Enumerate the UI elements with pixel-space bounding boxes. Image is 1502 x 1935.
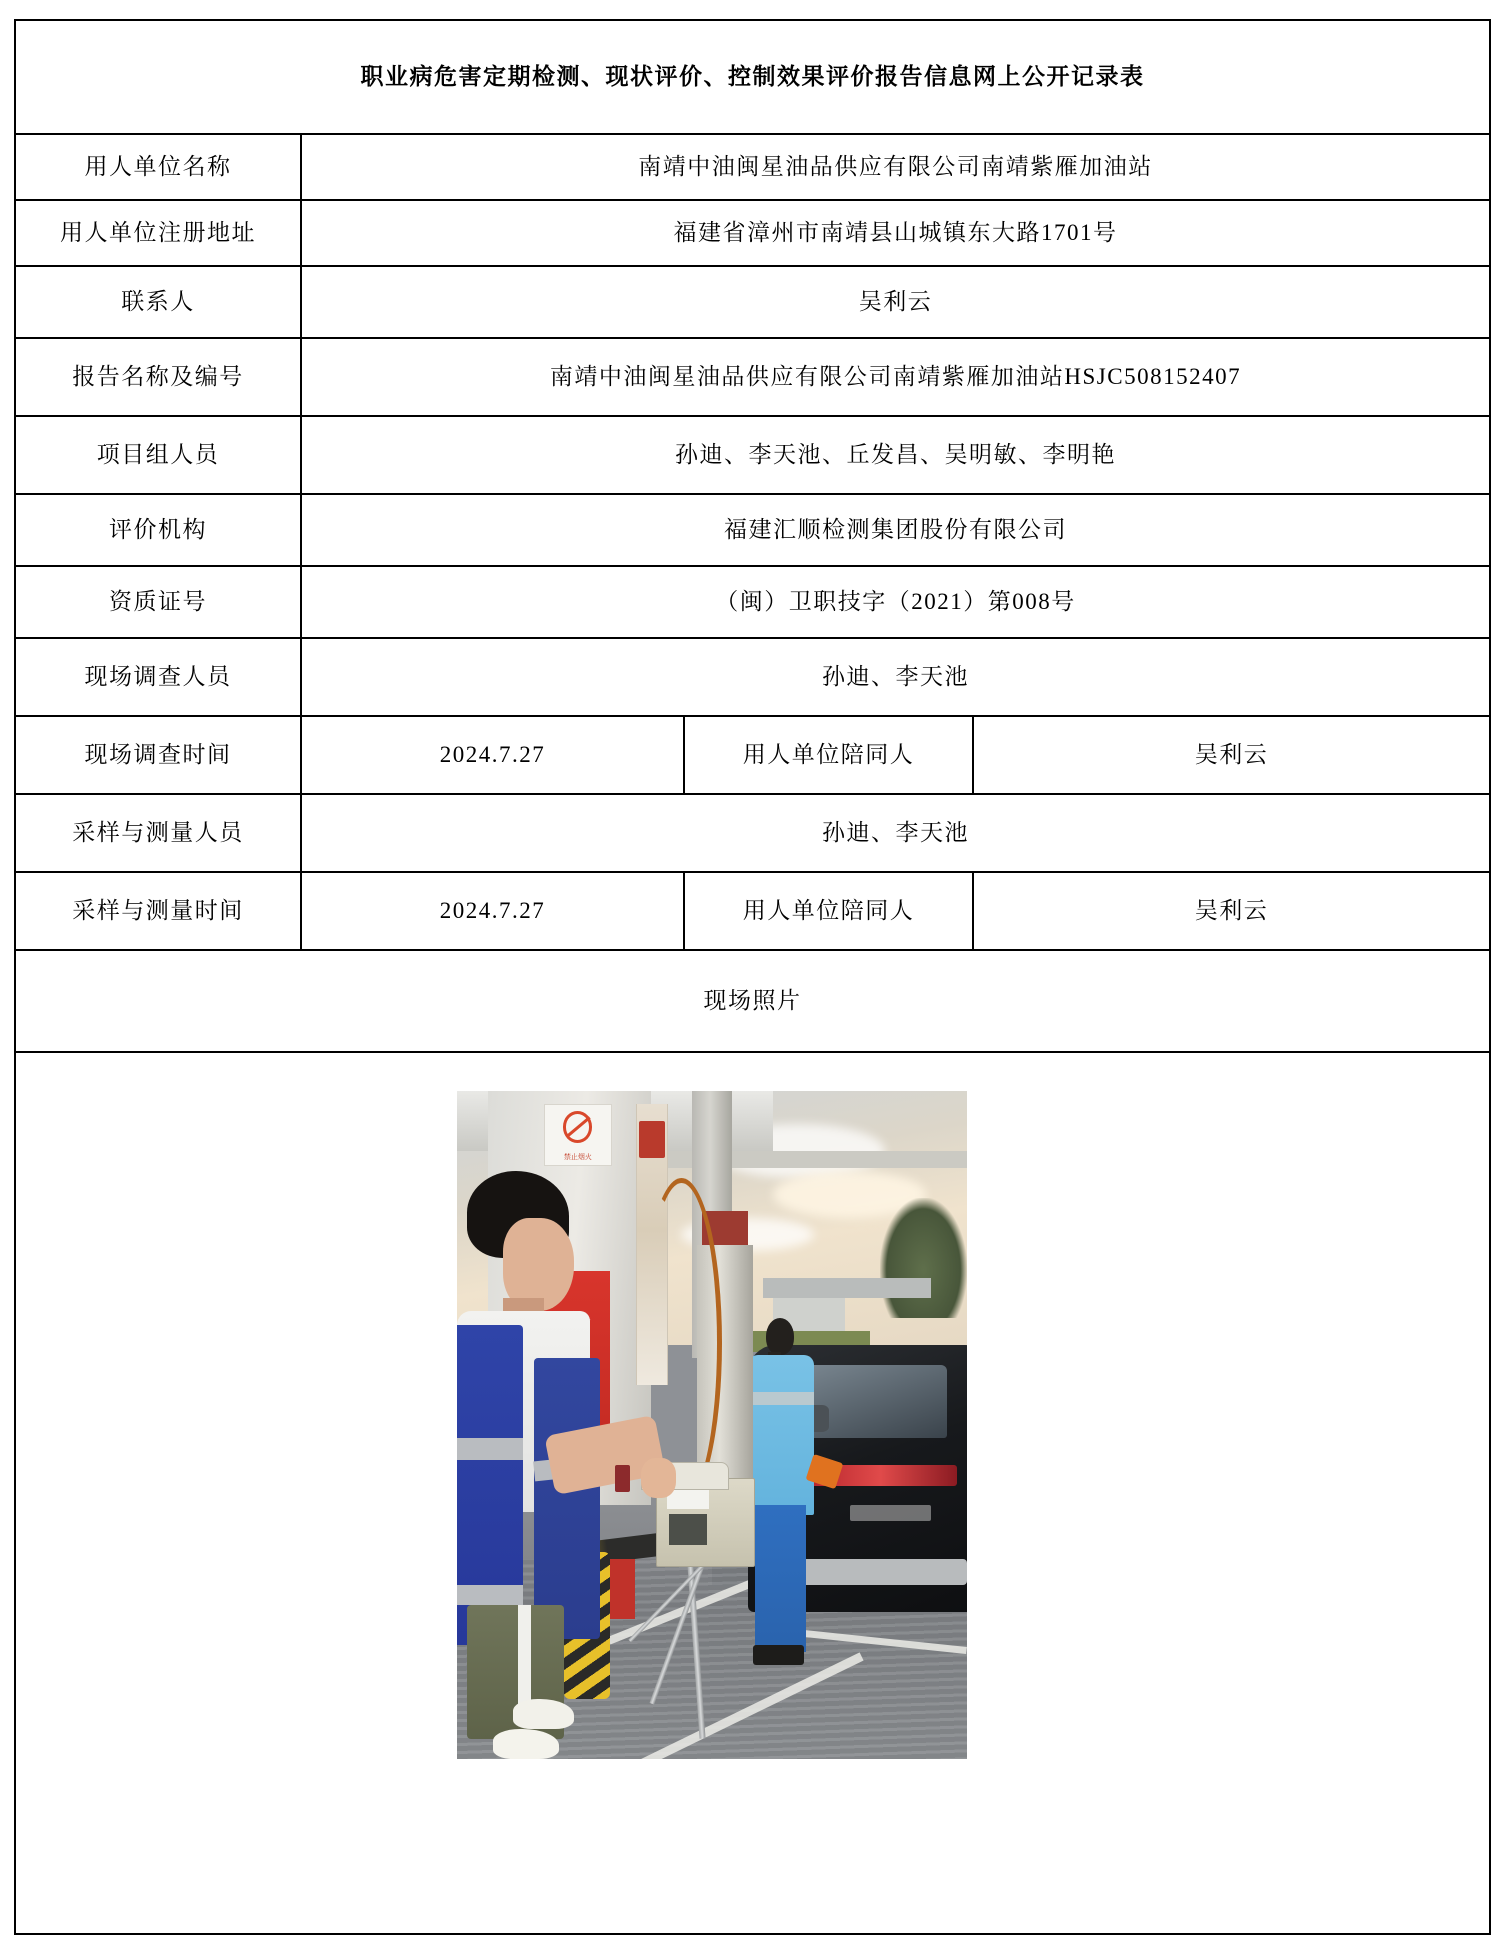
table-row-evaluation-agency — [15, 494, 1490, 566]
label-evaluation-agency: 评价机构 — [15, 494, 301, 566]
table-row-employer-address — [15, 200, 1490, 266]
table-row-project-team — [15, 416, 1490, 494]
value-site-survey-companion: 吴利云 — [973, 716, 1490, 794]
photo-attendant-shoes — [753, 1645, 804, 1665]
photo-vest-reflective-strip — [457, 1585, 523, 1605]
site-photo-wrap — [16, 1053, 1489, 1933]
photo-inspector-vest-right — [534, 1358, 600, 1639]
table-row-sampling-time — [15, 872, 1490, 950]
table-row-contact-person — [15, 266, 1490, 338]
label-report-name-number: 报告名称及编号 — [15, 338, 301, 416]
photo-suv-badge — [850, 1505, 932, 1521]
table-row-site-photos-body — [15, 1052, 1490, 1934]
photo-banner-badge — [639, 1121, 665, 1157]
label-site-survey-time: 现场调查时间 — [15, 716, 301, 794]
photo-instrument-screen — [669, 1514, 708, 1545]
photo-inspector-shoe — [513, 1699, 574, 1729]
photo-attendant-uniform — [748, 1355, 814, 1515]
label-site-survey-companion: 用人单位陪同人 — [684, 716, 973, 794]
value-employer-name: 南靖中油闽星油品供应有限公司南靖紫雁加油站 — [301, 134, 1490, 200]
no-fire-sign-label: 禁止烟火 — [563, 1153, 592, 1161]
label-employer-address: 用人单位注册地址 — [15, 200, 301, 266]
photo-vest-reflective-strip — [457, 1438, 523, 1459]
photo-attendant-stripe — [748, 1392, 814, 1405]
value-employer-address: 福建省漳州市南靖县山城镇东大路1701号 — [301, 200, 1490, 266]
value-site-survey-time: 2024.7.27 — [301, 716, 684, 794]
photo-inspector-hand — [641, 1458, 677, 1498]
table-row-sampling-staff — [15, 794, 1490, 872]
photo-attendant-head — [766, 1318, 794, 1355]
table-row-qualification-certificate — [15, 566, 1490, 638]
value-sampling-companion: 吴利云 — [973, 872, 1490, 950]
label-qualification-certificate: 资质证号 — [15, 566, 301, 638]
value-report-name-number: 南靖中油闽星油品供应有限公司南靖紫雁加油站HSJC508152407 — [301, 338, 1490, 416]
table-row-site-survey-time — [15, 716, 1490, 794]
photo-overpass — [763, 1278, 931, 1298]
photo-inspector-shoe — [493, 1729, 559, 1759]
photo-attendant-trousers — [755, 1505, 806, 1652]
photo-instrument-label — [667, 1490, 710, 1509]
value-sampling-staff: 孙迪、李天池 — [301, 794, 1490, 872]
page-title: 职业病危害定期检测、现状评价、控制效果评价报告信息网上公开记录表 — [15, 20, 1490, 134]
value-qualification-certificate: （闽）卫职技字（2021）第008号 — [301, 566, 1490, 638]
value-evaluation-agency: 福建汇顺检测集团股份有限公司 — [301, 494, 1490, 566]
label-contact-person: 联系人 — [15, 266, 301, 338]
label-site-photos: 现场照片 — [15, 950, 1490, 1052]
label-sampling-time: 采样与测量时间 — [15, 872, 301, 950]
table-row-site-survey-staff — [15, 638, 1490, 716]
site-photo-image — [457, 1091, 967, 1759]
photo-inspector-wristband — [615, 1465, 630, 1492]
label-employer-name: 用人单位名称 — [15, 134, 301, 200]
photo-suv-bumper — [794, 1559, 967, 1586]
photo-tree — [880, 1198, 967, 1318]
value-project-team: 孙迪、李天池、丘发昌、吴明敏、李明艳 — [301, 416, 1490, 494]
table-row-site-photos-header — [15, 950, 1490, 1052]
label-project-team: 项目组人员 — [15, 416, 301, 494]
record-table — [14, 19, 1491, 1935]
value-contact-person: 吴利云 — [301, 266, 1490, 338]
label-site-survey-staff: 现场调查人员 — [15, 638, 301, 716]
table-row-report-name-number — [15, 338, 1490, 416]
value-sampling-time: 2024.7.27 — [301, 872, 684, 950]
label-sampling-companion: 用人单位陪同人 — [684, 872, 973, 950]
table-row-employer-name — [15, 134, 1490, 200]
table-row-title — [15, 20, 1490, 134]
site-photo-cell — [15, 1052, 1490, 1934]
no-fire-sign-icon — [544, 1104, 612, 1166]
value-site-survey-staff: 孙迪、李天池 — [301, 638, 1490, 716]
label-sampling-staff: 采样与测量人员 — [15, 794, 301, 872]
